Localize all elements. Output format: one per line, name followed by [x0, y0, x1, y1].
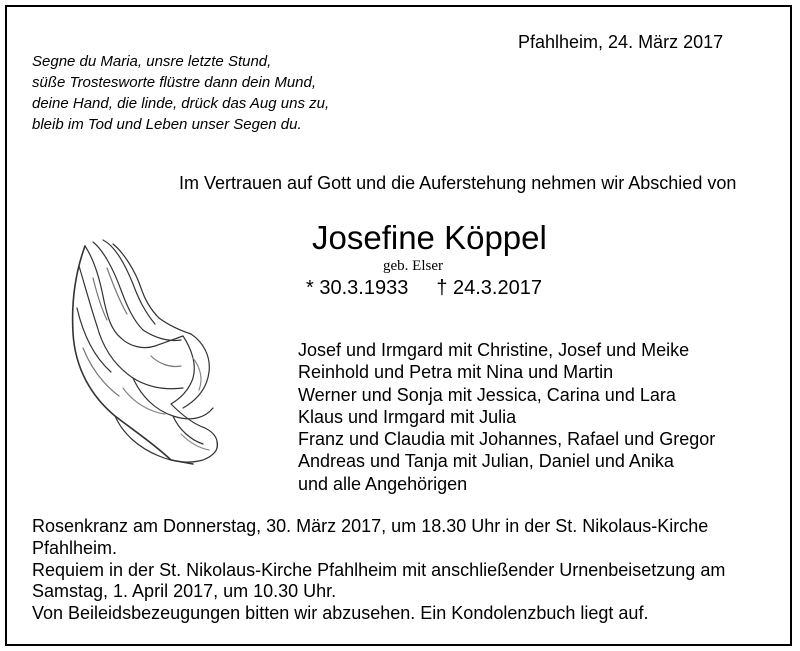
- poem-line: Segne du Maria, unsre letzte Stund,: [32, 53, 272, 70]
- notice-line: Rosenkranz am Donnerstag, 30. März 2017, um 18.30 Uhr in der St. Nikolaus-Kirche: [32, 516, 709, 536]
- death-date: † 24.3.2017: [436, 277, 542, 299]
- poem-line: süße Trostesworte flüstre dann dein Mund,: [32, 74, 317, 91]
- maiden-name: geb. Elser: [383, 258, 443, 274]
- family-list: [298, 339, 715, 495]
- deceased-name: Josefine Köppel: [312, 219, 547, 256]
- poem: [32, 51, 329, 135]
- notice-line: Requiem in der St. Nikolaus-Kirche Pfahlheim mit anschließender Urnenbeisetzung am: [32, 559, 726, 580]
- poem-line: deine Hand, die linde, drück das Aug uns zu,: [32, 95, 330, 112]
- birth-date: * 30.3.1933: [306, 277, 409, 299]
- notice-line: Von Beileidsbezeugungen bitten wir abzusehen. Ein Kondolenzbuch liegt auf.: [32, 603, 649, 624]
- notice-line: Samstag, 1. April 2017, um 10.30 Uhr.: [32, 581, 337, 602]
- notice-line: Pfahlheim.: [32, 537, 118, 558]
- family-line: und alle Angehörigen: [298, 473, 468, 494]
- family-line: Andreas und Tanja mit Julian, Daniel und Anika: [298, 451, 674, 472]
- family-line: Werner und Sonja mit Jessica, Carina und Lara: [298, 384, 676, 405]
- poem-line: bleib im Tod und Leben unser Segen du.: [32, 116, 302, 133]
- family-line: Franz und Claudia mit Johannes, Rafael und Gregor: [298, 429, 716, 450]
- intro-text: Im Vertrauen auf Gott und die Auferstehung nehmen wir Abschied von: [179, 173, 737, 193]
- service-notice: [32, 516, 725, 625]
- family-line: Klaus und Irmgard mit Julia: [298, 406, 517, 427]
- praying-hands-icon: [63, 238, 223, 470]
- place-date: Pfahlheim, 24. März 2017: [518, 32, 724, 52]
- family-line: Reinhold und Petra mit Nina und Martin: [298, 362, 614, 383]
- life-dates: [306, 277, 542, 300]
- family-line: Josef und Irmgard mit Christine, Josef und Meike: [298, 340, 690, 360]
